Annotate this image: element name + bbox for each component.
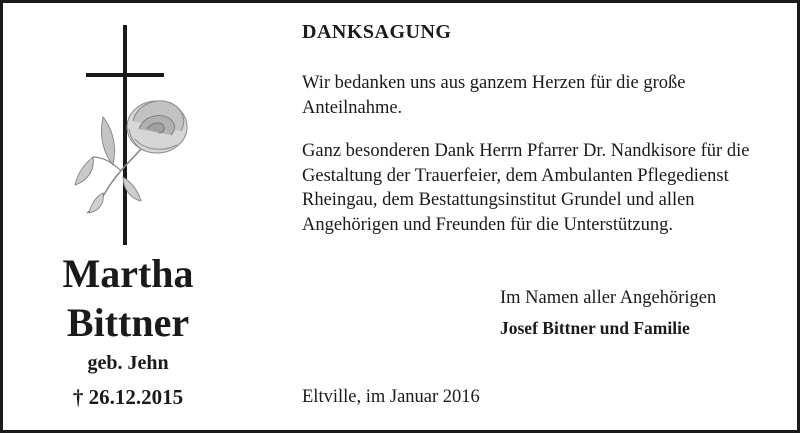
- birth-name: geb. Jehn: [87, 352, 169, 374]
- notice-heading: DANKSAGUNG: [302, 21, 452, 43]
- cross-with-rose-icon: [73, 25, 193, 247]
- thanks-paragraph: Wir bedanken uns aus ganzem Herzen für die große Anteilnahme.: [302, 73, 686, 118]
- death-date: † 26.12.2015: [72, 385, 184, 409]
- special-thanks-paragraph: Ganz besonderen Dank Herrn Pfarrer Dr. Nandkisore für die Gestaltung der Trauerfeier, dem Ambulanten Pflegedienst Rheingau, dem Bestattungsinstitut Grundel und allen Angehörigen und Freunden für die Unterstützung.: [302, 141, 750, 235]
- signatory: Josef Bittner und Familie: [500, 318, 690, 338]
- deceased-last-name: Bittner: [66, 300, 190, 345]
- signoff-line: Im Namen aller Angehörigen: [500, 288, 717, 308]
- deceased-first-name: Martha: [62, 251, 194, 296]
- place-date: Eltville, im Januar 2016: [302, 387, 480, 407]
